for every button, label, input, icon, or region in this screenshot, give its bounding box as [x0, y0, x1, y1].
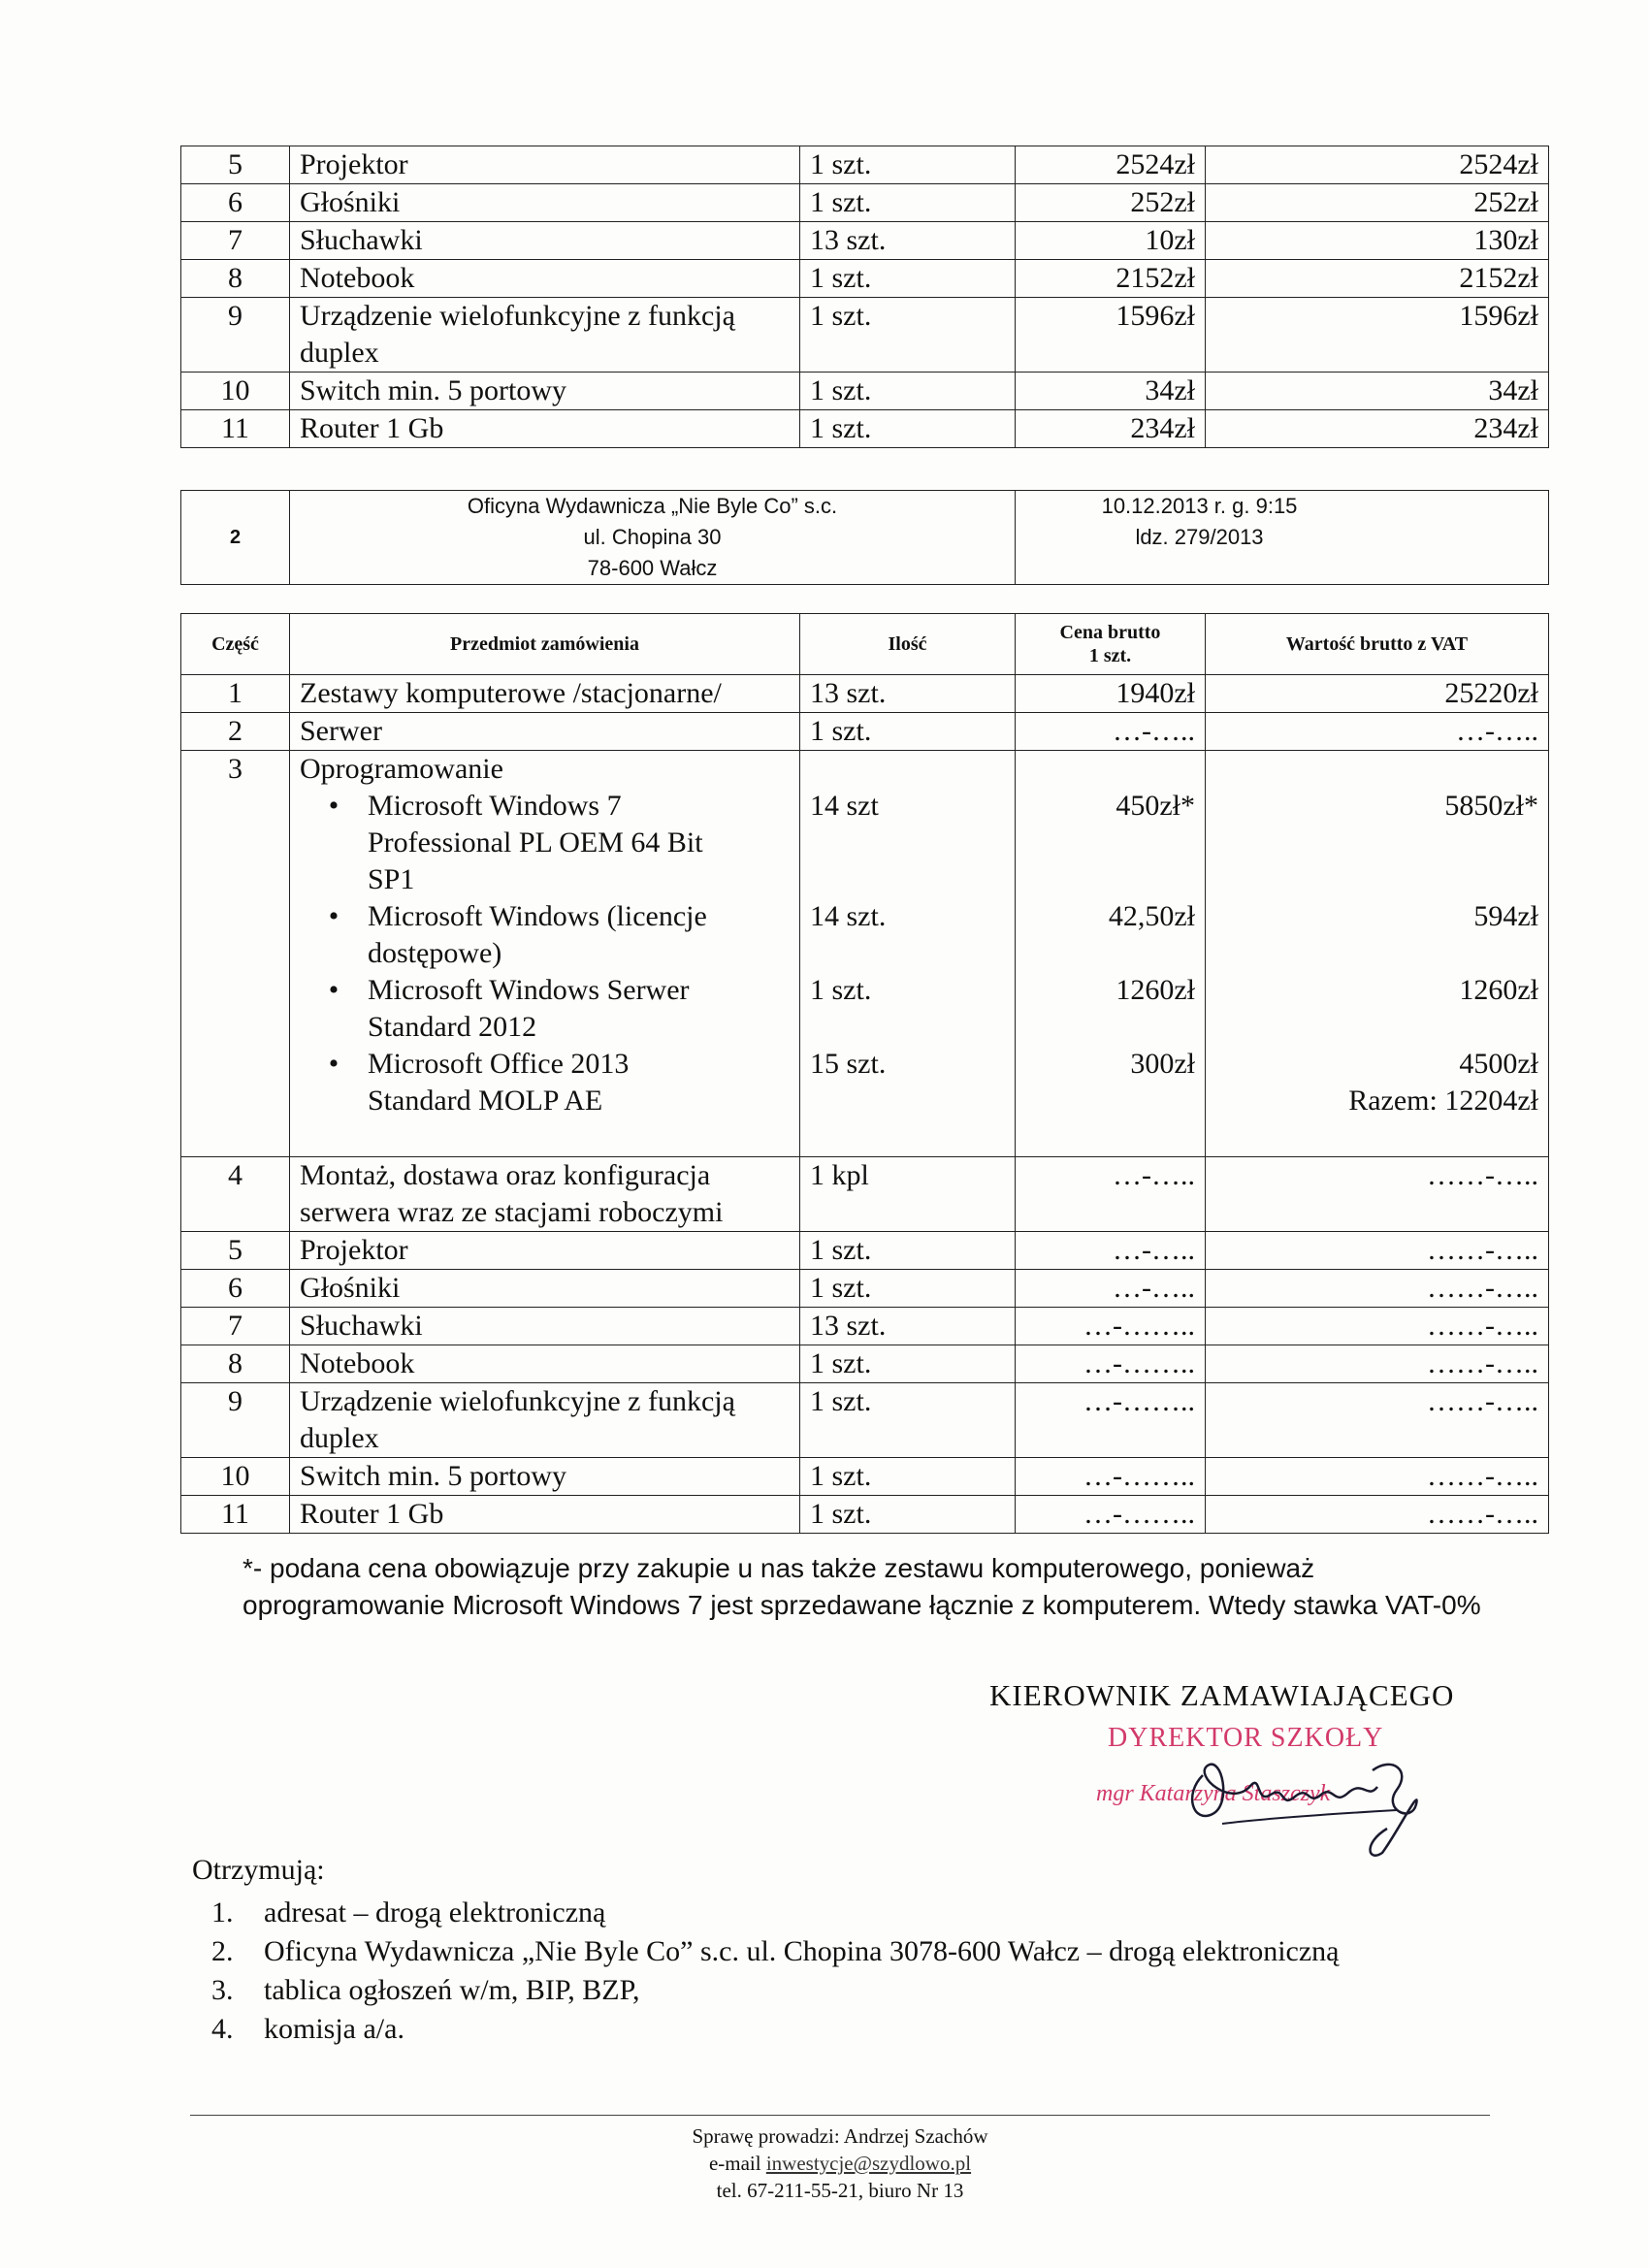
software-item-line: dostępowe) — [368, 937, 502, 969]
header-qty: Ilość — [800, 614, 1016, 675]
row-number: 8 — [181, 1345, 290, 1383]
header-part: Część — [181, 614, 290, 675]
row-name: Oprogramowanie — [300, 753, 503, 785]
software-qty-col — [800, 751, 1016, 1157]
row-name: Router 1 Gb — [290, 410, 800, 448]
header-unit-price — [1016, 614, 1206, 675]
table-row — [181, 675, 1549, 713]
software-item-price: 42,50zł — [1108, 900, 1195, 932]
row-qty: 1 szt. — [800, 1383, 1016, 1458]
row-price: 1596zł — [1016, 298, 1206, 373]
table-row — [181, 146, 1549, 184]
recipients-heading: Otrzymują: — [192, 1854, 325, 1886]
row-price: …-….. — [1016, 1157, 1206, 1232]
row-total: 252zł — [1206, 184, 1549, 222]
row-qty: 1 szt. — [800, 146, 1016, 184]
offer-2-header-table — [180, 490, 1549, 585]
bullet-icon — [300, 935, 368, 972]
company-street: ul. Chopina 30 — [583, 525, 722, 549]
row-total: 25220zł — [1206, 675, 1549, 713]
software-item — [300, 898, 790, 972]
row-price: …-…….. — [1016, 1458, 1206, 1496]
row-number: 9 — [181, 1383, 290, 1458]
header-total: Wartość brutto z VAT — [1206, 614, 1549, 675]
software-item-total: 5850zł* — [1444, 790, 1538, 822]
row-total: ……-….. — [1206, 1458, 1549, 1496]
recipient-item: 1. adresat – drogą elektroniczną — [241, 1894, 1550, 1932]
bullet-icon — [300, 1009, 368, 1046]
row-price: …-…….. — [1016, 1345, 1206, 1383]
row-name: Słuchawki — [290, 222, 800, 260]
row-total: ……-….. — [1206, 1270, 1549, 1308]
row-qty: 13 szt. — [800, 1308, 1016, 1345]
row-price: …-…….. — [1016, 1383, 1206, 1458]
software-item-total: 1260zł — [1459, 974, 1538, 1006]
software-item-price: 450zł* — [1116, 790, 1195, 822]
table-row — [181, 713, 1549, 751]
table-row — [181, 410, 1549, 448]
table-row — [181, 1270, 1549, 1308]
bullet-icon: • — [328, 900, 340, 932]
row-qty: 1 szt. — [800, 1270, 1016, 1308]
table-row — [181, 1496, 1549, 1534]
table-row — [181, 1157, 1549, 1232]
footer — [190, 2122, 1490, 2204]
row-total: 234zł — [1206, 410, 1549, 448]
row-qty: 13 szt. — [800, 222, 1016, 260]
row-price: 1940zł — [1016, 675, 1206, 713]
row-price: …-….. — [1016, 713, 1206, 751]
company-city: 78-600 Wałcz — [587, 556, 718, 580]
row-number: 4 — [181, 1157, 290, 1232]
table-row — [181, 260, 1549, 298]
table-row — [181, 1383, 1549, 1458]
row-price: 34zł — [1016, 373, 1206, 410]
row-total: ……-….. — [1206, 1496, 1549, 1534]
recipients-list — [192, 1894, 1550, 2049]
row-price: …-….. — [1016, 1270, 1206, 1308]
row-total: ……-….. — [1206, 1157, 1549, 1232]
row-qty: 13 szt. — [800, 675, 1016, 713]
row-name: Projektor — [290, 1232, 800, 1270]
row-name: Notebook — [290, 260, 800, 298]
recipients — [192, 1851, 1550, 2049]
row-name: Projektor — [290, 146, 800, 184]
row-total: ……-….. — [1206, 1232, 1549, 1270]
header-unit-price-line1: Cena brutto — [1059, 622, 1161, 643]
row-qty: 1 szt. — [800, 1458, 1016, 1496]
recipient-item: 4. komisja a/a. — [241, 2010, 1550, 2049]
row-total: 34zł — [1206, 373, 1549, 410]
row-price: …-…….. — [1016, 1496, 1206, 1534]
software-list — [290, 751, 800, 1157]
software-item — [300, 1046, 790, 1119]
recipient-item: 3. tablica ogłoszeń w/m, BIP, BZP, — [241, 1971, 1550, 2010]
row-qty: 1 szt. — [800, 184, 1016, 222]
row-name: Urządzenie wielofunkcyjne z funkcją duplex — [290, 298, 800, 373]
offer-1-items-table — [180, 146, 1549, 448]
row-name: Router 1 Gb — [290, 1496, 800, 1534]
software-item-price: 1260zł — [1116, 974, 1195, 1006]
row-price: 252zł — [1016, 184, 1206, 222]
bullet-icon: • — [328, 1048, 340, 1080]
software-item-qty: 14 szt — [810, 790, 879, 822]
row-qty: 1 kpl — [800, 1157, 1016, 1232]
row-price: 2152zł — [1016, 260, 1206, 298]
software-item-line: Microsoft Office 2013 — [368, 1048, 630, 1080]
row-name: Notebook — [290, 1345, 800, 1383]
row-total: ……-….. — [1206, 1345, 1549, 1383]
software-item — [300, 788, 790, 898]
table-row — [181, 1308, 1549, 1345]
row-number: 6 — [181, 184, 290, 222]
bullet-icon — [300, 825, 368, 861]
row-number: 5 — [181, 146, 290, 184]
stamp-director: DYREKTOR SZKOŁY — [1108, 1723, 1384, 1753]
row-number: 10 — [181, 1458, 290, 1496]
footnote-line2: oprogramowanie Microsoft Windows 7 jest sprzedawane łącznie z komputerem. Wtedy stawka VAT-0% — [242, 1590, 1481, 1620]
row-number: 11 — [181, 1496, 290, 1534]
footer-contact-person: Sprawę prowadzi: Andrzej Szachów — [692, 2124, 988, 2148]
offer-number: 2 — [181, 491, 290, 585]
company-name: Oficyna Wydawnicza „Nie Byle Co” s.c. — [467, 494, 838, 518]
bullet-icon — [300, 861, 368, 898]
software-item-qty: 14 szt. — [810, 900, 887, 932]
header-subject: Przedmiot zamówienia — [290, 614, 800, 675]
row-price: …-….. — [1016, 1232, 1206, 1270]
software-item-qty: 1 szt. — [810, 974, 872, 1006]
software-item-line: Microsoft Windows 7 — [368, 790, 622, 822]
row-total: 1596zł — [1206, 298, 1549, 373]
signature-title: KIEROWNIK ZAMAWIAJĄCEGO — [989, 1678, 1455, 1712]
table-row — [181, 373, 1549, 410]
software-item-line: Professional PL OEM 64 Bit — [368, 826, 703, 859]
row-total: 2152zł — [1206, 260, 1549, 298]
table-row — [181, 184, 1549, 222]
software-item-line: Standard MOLP AE — [368, 1085, 603, 1117]
software-item-line: SP1 — [368, 863, 415, 895]
row-price: …-…….. — [1016, 1308, 1206, 1345]
row-price: 2524zł — [1016, 146, 1206, 184]
table-row — [181, 298, 1549, 373]
row-number: 10 — [181, 373, 290, 410]
row-number: 3 — [181, 751, 290, 1157]
row-qty: 1 szt. — [800, 713, 1016, 751]
bullet-icon: • — [328, 974, 340, 1006]
software-item-line: Standard 2012 — [368, 1011, 537, 1043]
row-number: 6 — [181, 1270, 290, 1308]
row-name: Switch min. 5 portowy — [290, 373, 800, 410]
row-number: 2 — [181, 713, 290, 751]
footer-email-link[interactable]: inwestycje@szydlowo.pl — [765, 2152, 972, 2175]
footer-email-line — [190, 2150, 1490, 2177]
row-name: Głośniki — [290, 184, 800, 222]
software-sum: Razem: 12204zł — [1348, 1085, 1538, 1117]
software-item-price: 300zł — [1130, 1048, 1195, 1080]
software-item — [300, 972, 790, 1046]
offer-2-items-table — [180, 613, 1549, 1534]
software-item-qty: 15 szt. — [810, 1048, 887, 1080]
row-number: 8 — [181, 260, 290, 298]
row-qty: 1 szt. — [800, 373, 1016, 410]
row-qty: 1 szt. — [800, 410, 1016, 448]
row-qty: 1 szt. — [800, 1232, 1016, 1270]
row-total: 2524zł — [1206, 146, 1549, 184]
row-qty: 1 szt. — [800, 260, 1016, 298]
offer-date-cell — [1016, 491, 1549, 585]
offer-company — [290, 491, 1016, 585]
row-total: ……-….. — [1206, 1308, 1549, 1345]
row-name: Zestawy komputerowe /stacjonarne/ — [290, 675, 800, 713]
software-item-line: Microsoft Windows (licencje — [368, 900, 707, 932]
row-name: Słuchawki — [290, 1308, 800, 1345]
row-number: 11 — [181, 410, 290, 448]
row-price: 234zł — [1016, 410, 1206, 448]
row-qty: 1 szt. — [800, 1496, 1016, 1534]
bullet-icon — [300, 1083, 368, 1119]
footer-email-label: e-mail — [708, 2152, 766, 2175]
footer-divider — [190, 2115, 1490, 2116]
row-total: …-….. — [1206, 713, 1549, 751]
row-name: Głośniki — [290, 1270, 800, 1308]
table-row-software — [181, 751, 1549, 1157]
row-name: Montaż, dostawa oraz konfiguracja serwera wraz ze stacjami roboczymi — [290, 1157, 800, 1232]
row-total: 130zł — [1206, 222, 1549, 260]
row-number: 7 — [181, 222, 290, 260]
software-item-total: 594zł — [1473, 900, 1538, 932]
row-price: 10zł — [1016, 222, 1206, 260]
offer-date: 10.12.2013 r. g. 9:15 — [1101, 494, 1298, 518]
bullet-icon: • — [328, 790, 340, 822]
row-qty: 1 szt. — [800, 298, 1016, 373]
row-number: 5 — [181, 1232, 290, 1270]
row-total: ……-….. — [1206, 1383, 1549, 1458]
header-unit-price-line2: 1 szt. — [1088, 645, 1132, 666]
row-name: Urządzenie wielofunkcyjne z funkcją duplex — [290, 1383, 800, 1458]
software-total-col — [1206, 751, 1549, 1157]
row-name: Serwer — [290, 713, 800, 751]
stamp-name: mgr Katarzyna Staszczyk — [1096, 1781, 1331, 1806]
table-row — [181, 1345, 1549, 1383]
row-number: 1 — [181, 675, 290, 713]
footnote — [242, 1550, 1533, 1624]
table-row — [181, 1232, 1549, 1270]
row-name: Switch min. 5 portowy — [290, 1458, 800, 1496]
software-item-total: 4500zł — [1459, 1048, 1538, 1080]
handwritten-signature — [1164, 1717, 1455, 1863]
software-item-line: Microsoft Windows Serwer — [368, 974, 690, 1006]
software-price-col — [1016, 751, 1206, 1157]
recipient-item: 2. Oficyna Wydawnicza „Nie Byle Co” s.c. ul. Chopina 3078-600 Wałcz – drogą elektroniczną — [241, 1932, 1550, 1971]
signature-block — [989, 1678, 1533, 1807]
footnote-line1: *- podana cena obowiązuje przy zakupie u nas także zestawu komputerowego, ponieważ — [242, 1553, 1315, 1583]
row-qty: 1 szt. — [800, 1345, 1016, 1383]
row-number: 9 — [181, 298, 290, 373]
row-number: 7 — [181, 1308, 290, 1345]
footer-phone: tel. 67-211-55-21, biuro Nr 13 — [716, 2179, 964, 2202]
table-row — [181, 1458, 1549, 1496]
table-row — [181, 222, 1549, 260]
offer-ref: ldz. 279/2013 — [1135, 525, 1264, 549]
